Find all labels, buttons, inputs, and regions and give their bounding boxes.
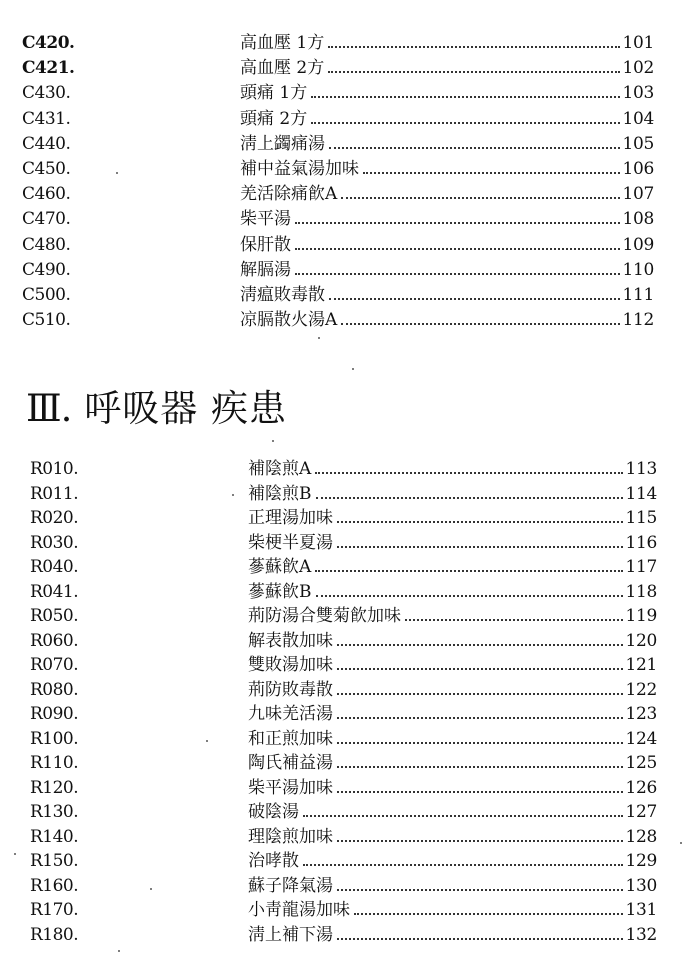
section-title: 呼吸器 疾患 xyxy=(84,387,287,430)
scan-speck xyxy=(352,368,354,370)
toc-entry xyxy=(0,849,700,874)
entry-page-number: 101 xyxy=(622,33,654,53)
entry-line xyxy=(248,751,657,776)
dot-leader xyxy=(316,595,624,597)
dot-leader xyxy=(337,521,623,523)
entry-line xyxy=(248,604,657,629)
toc-entry xyxy=(0,923,700,948)
toc-entry xyxy=(0,132,700,157)
entry-code: R120. xyxy=(30,777,79,798)
entry-line xyxy=(248,923,657,948)
dot-leader xyxy=(295,273,620,275)
entry-line xyxy=(248,580,657,605)
entry-code: C480. xyxy=(22,234,71,255)
dot-leader xyxy=(311,122,620,124)
entry-title: 補陰煎A xyxy=(248,459,312,479)
entry-title: 和正煎加味 xyxy=(248,728,333,749)
entry-title: 凉膈散火湯A xyxy=(240,310,338,331)
entry-line xyxy=(240,81,654,106)
entry-page-number: 124 xyxy=(625,728,657,749)
scan-speck xyxy=(318,337,320,339)
toc-entry xyxy=(0,776,700,801)
scan-speck xyxy=(272,440,274,442)
toc-entry xyxy=(0,283,700,308)
scan-speck xyxy=(118,950,120,952)
entry-line xyxy=(248,531,657,556)
entry-page-number: 120 xyxy=(625,630,657,651)
entry-code: C440. xyxy=(22,133,71,154)
entry-page-number: 122 xyxy=(625,679,657,700)
entry-title: 淸上補下湯 xyxy=(248,924,333,945)
toc-entry xyxy=(0,531,700,556)
entry-page-number: 114 xyxy=(625,483,657,504)
toc-entry xyxy=(0,653,700,678)
entry-line xyxy=(248,776,657,801)
dot-leader xyxy=(337,889,623,891)
entry-page-number: 106 xyxy=(622,158,654,179)
entry-title: 解表散加味 xyxy=(248,630,333,651)
entry-page-number: 118 xyxy=(625,581,657,602)
entry-code: R060. xyxy=(30,630,79,651)
toc-list-respiratory xyxy=(0,457,700,947)
section-numeral: Ⅲ. xyxy=(26,387,72,430)
entry-code: R130. xyxy=(30,802,79,822)
entry-code: R070. xyxy=(30,655,79,675)
dot-leader xyxy=(316,497,624,499)
toc-entry xyxy=(0,825,700,850)
dot-leader xyxy=(354,913,623,915)
entry-line xyxy=(248,727,657,752)
entry-page-number: 132 xyxy=(625,924,657,945)
entry-code: C431. xyxy=(22,108,71,129)
entry-page-number: 130 xyxy=(625,875,657,896)
entry-title: 治哮散 xyxy=(248,851,299,871)
entry-page-number: 109 xyxy=(622,234,654,255)
entry-title: 雙敗湯加味 xyxy=(248,655,333,675)
dot-leader xyxy=(341,197,620,199)
entry-page-number: 113 xyxy=(625,459,657,479)
dot-leader xyxy=(337,717,623,719)
entry-code: R110. xyxy=(30,753,79,773)
entry-code: R100. xyxy=(30,728,79,749)
entry-code: C510. xyxy=(22,310,71,331)
toc-entry xyxy=(0,107,700,132)
entry-page-number: 123 xyxy=(625,704,657,724)
entry-line xyxy=(240,207,654,232)
entry-title: 九味羌活湯 xyxy=(248,704,333,724)
entry-code: R150. xyxy=(30,851,79,871)
entry-title: 補陰煎B xyxy=(248,483,312,504)
dot-leader xyxy=(329,298,620,300)
entry-title: 高血壓 1方 xyxy=(240,33,325,53)
entry-code: C430. xyxy=(22,83,71,104)
entry-code: C490. xyxy=(22,259,71,280)
entry-title: 保肝散 xyxy=(240,234,291,255)
entry-line xyxy=(248,482,657,507)
entry-page-number: 116 xyxy=(625,532,657,553)
toc-entry xyxy=(0,31,700,56)
entry-code: R011. xyxy=(30,483,79,504)
entry-line xyxy=(248,678,657,703)
scan-speck xyxy=(14,853,16,855)
toc-entry xyxy=(0,800,700,825)
entry-code: R050. xyxy=(30,606,79,626)
entry-title: 解膈湯 xyxy=(240,259,291,280)
dot-leader xyxy=(329,147,620,149)
entry-code: C500. xyxy=(22,284,71,305)
dot-leader xyxy=(337,742,623,744)
toc-entry xyxy=(0,629,700,654)
entry-page-number: 110 xyxy=(622,259,654,280)
toc-entry xyxy=(0,308,700,333)
dot-leader xyxy=(303,815,623,817)
entry-title: 柴平湯加味 xyxy=(248,777,333,798)
entry-line xyxy=(248,874,657,899)
dot-leader xyxy=(337,644,623,646)
dot-leader xyxy=(337,766,623,768)
entry-code: C450. xyxy=(22,158,71,179)
entry-title: 補中益氣湯加味 xyxy=(240,158,359,179)
entry-code: R020. xyxy=(30,508,79,528)
entry-title: 荊防敗毒散 xyxy=(248,679,333,700)
scan-speck xyxy=(150,888,152,890)
dot-leader xyxy=(303,864,623,866)
toc-entry xyxy=(0,182,700,207)
dot-leader xyxy=(315,472,623,474)
entry-title: 破陰湯 xyxy=(248,802,299,822)
entry-title: 柴梗半夏湯 xyxy=(248,532,333,553)
entry-line xyxy=(248,629,657,654)
entry-page-number: 127 xyxy=(625,802,657,822)
dot-leader xyxy=(363,172,620,174)
entry-title: 小靑龍湯加味 xyxy=(248,900,350,920)
entry-title: 柴平湯 xyxy=(240,209,291,230)
entry-code: C460. xyxy=(22,184,71,205)
dot-leader xyxy=(337,938,623,940)
toc-entry xyxy=(0,898,700,923)
entry-page-number: 103 xyxy=(622,83,654,104)
toc-entry xyxy=(0,702,700,727)
entry-title: 蔘蘇飮B xyxy=(248,581,312,602)
toc-entry xyxy=(0,751,700,776)
entry-code: R010. xyxy=(30,459,79,479)
entry-line xyxy=(240,132,654,157)
dot-leader xyxy=(315,570,623,572)
entry-page-number: 131 xyxy=(625,900,657,920)
toc-entry xyxy=(0,727,700,752)
entry-line xyxy=(240,182,654,207)
entry-line xyxy=(240,56,654,81)
entry-page-number: 129 xyxy=(625,851,657,871)
entry-page-number: 111 xyxy=(622,284,654,305)
entry-title: 荊防湯合雙菊飮加味 xyxy=(248,606,401,626)
entry-title: 淸上蠲痛湯 xyxy=(240,133,325,154)
dot-leader xyxy=(337,668,623,670)
entry-code: R041. xyxy=(30,581,79,602)
entry-code: R170. xyxy=(30,900,79,920)
entry-line xyxy=(248,849,657,874)
entry-line xyxy=(240,233,654,258)
entry-page-number: 128 xyxy=(625,826,657,847)
toc-entry xyxy=(0,207,700,232)
toc-list-circulatory xyxy=(0,31,700,333)
dot-leader xyxy=(295,248,620,250)
entry-line xyxy=(248,457,657,482)
entry-page-number: 119 xyxy=(625,606,657,626)
entry-code: C421. xyxy=(22,58,75,79)
entry-page-number: 102 xyxy=(622,58,654,79)
entry-line xyxy=(248,506,657,531)
entry-code: R040. xyxy=(30,557,79,577)
entry-line xyxy=(248,825,657,850)
toc-entry xyxy=(0,233,700,258)
dot-leader xyxy=(337,840,623,842)
entry-page-number: 107 xyxy=(622,184,654,205)
dot-leader xyxy=(337,693,623,695)
entry-code: R030. xyxy=(30,532,79,553)
entry-line xyxy=(248,653,657,678)
toc-entry xyxy=(0,678,700,703)
entry-code: C420. xyxy=(22,33,75,53)
entry-page-number: 115 xyxy=(625,508,657,528)
entry-line xyxy=(240,258,654,283)
toc-entry xyxy=(0,56,700,81)
dot-leader xyxy=(328,46,620,48)
toc-entry xyxy=(0,874,700,899)
entry-code: R180. xyxy=(30,924,79,945)
entry-title: 陶氏補益湯 xyxy=(248,753,333,773)
entry-page-number: 126 xyxy=(625,777,657,798)
dot-leader xyxy=(311,96,620,98)
scan-speck xyxy=(232,494,234,496)
toc-entry xyxy=(0,604,700,629)
dot-leader xyxy=(337,791,623,793)
entry-page-number: 105 xyxy=(622,133,654,154)
entry-page-number: 112 xyxy=(622,310,654,331)
entry-line xyxy=(248,555,657,580)
entry-title: 羌活除痛飮A xyxy=(240,184,338,205)
entry-line xyxy=(240,157,654,182)
toc-entry xyxy=(0,457,700,482)
entry-title: 頭痛 1方 xyxy=(240,83,308,104)
dot-leader xyxy=(295,222,620,224)
entry-title: 蘇子降氣湯 xyxy=(248,875,333,896)
toc-entry xyxy=(0,482,700,507)
entry-line xyxy=(240,107,654,132)
toc-entry xyxy=(0,506,700,531)
entry-page-number: 121 xyxy=(625,655,657,675)
entry-page-number: 104 xyxy=(622,108,654,129)
entry-line xyxy=(248,800,657,825)
toc-entry xyxy=(0,580,700,605)
entry-code: R140. xyxy=(30,826,79,847)
entry-page-number: 108 xyxy=(622,209,654,230)
toc-entry xyxy=(0,81,700,106)
scan-speck xyxy=(206,740,208,742)
dot-leader xyxy=(328,71,620,73)
toc-entry xyxy=(0,555,700,580)
entry-code: R080. xyxy=(30,679,79,700)
entry-title: 正理湯加味 xyxy=(248,508,333,528)
dot-leader xyxy=(337,546,623,548)
entry-title: 淸瘟敗毒散 xyxy=(240,284,325,305)
entry-page-number: 117 xyxy=(625,557,657,577)
entry-title: 蔘蘇飮A xyxy=(248,557,312,577)
entry-page-number: 125 xyxy=(625,753,657,773)
entry-line xyxy=(248,898,657,923)
entry-code: C470. xyxy=(22,209,71,230)
scan-speck xyxy=(680,842,682,844)
entry-code: R160. xyxy=(30,875,79,896)
scan-speck xyxy=(116,172,118,174)
toc-entry xyxy=(0,157,700,182)
entry-title: 理陰煎加味 xyxy=(248,826,333,847)
entry-line xyxy=(240,283,654,308)
entry-title: 高血壓 2方 xyxy=(240,58,325,79)
entry-line xyxy=(240,31,654,56)
toc-entry xyxy=(0,258,700,283)
entry-line xyxy=(240,308,654,333)
entry-line xyxy=(248,702,657,727)
entry-code: R090. xyxy=(30,704,79,724)
dot-leader xyxy=(405,619,623,621)
dot-leader xyxy=(341,323,620,325)
section-heading xyxy=(26,385,287,433)
entry-title: 頭痛 2方 xyxy=(240,108,308,129)
